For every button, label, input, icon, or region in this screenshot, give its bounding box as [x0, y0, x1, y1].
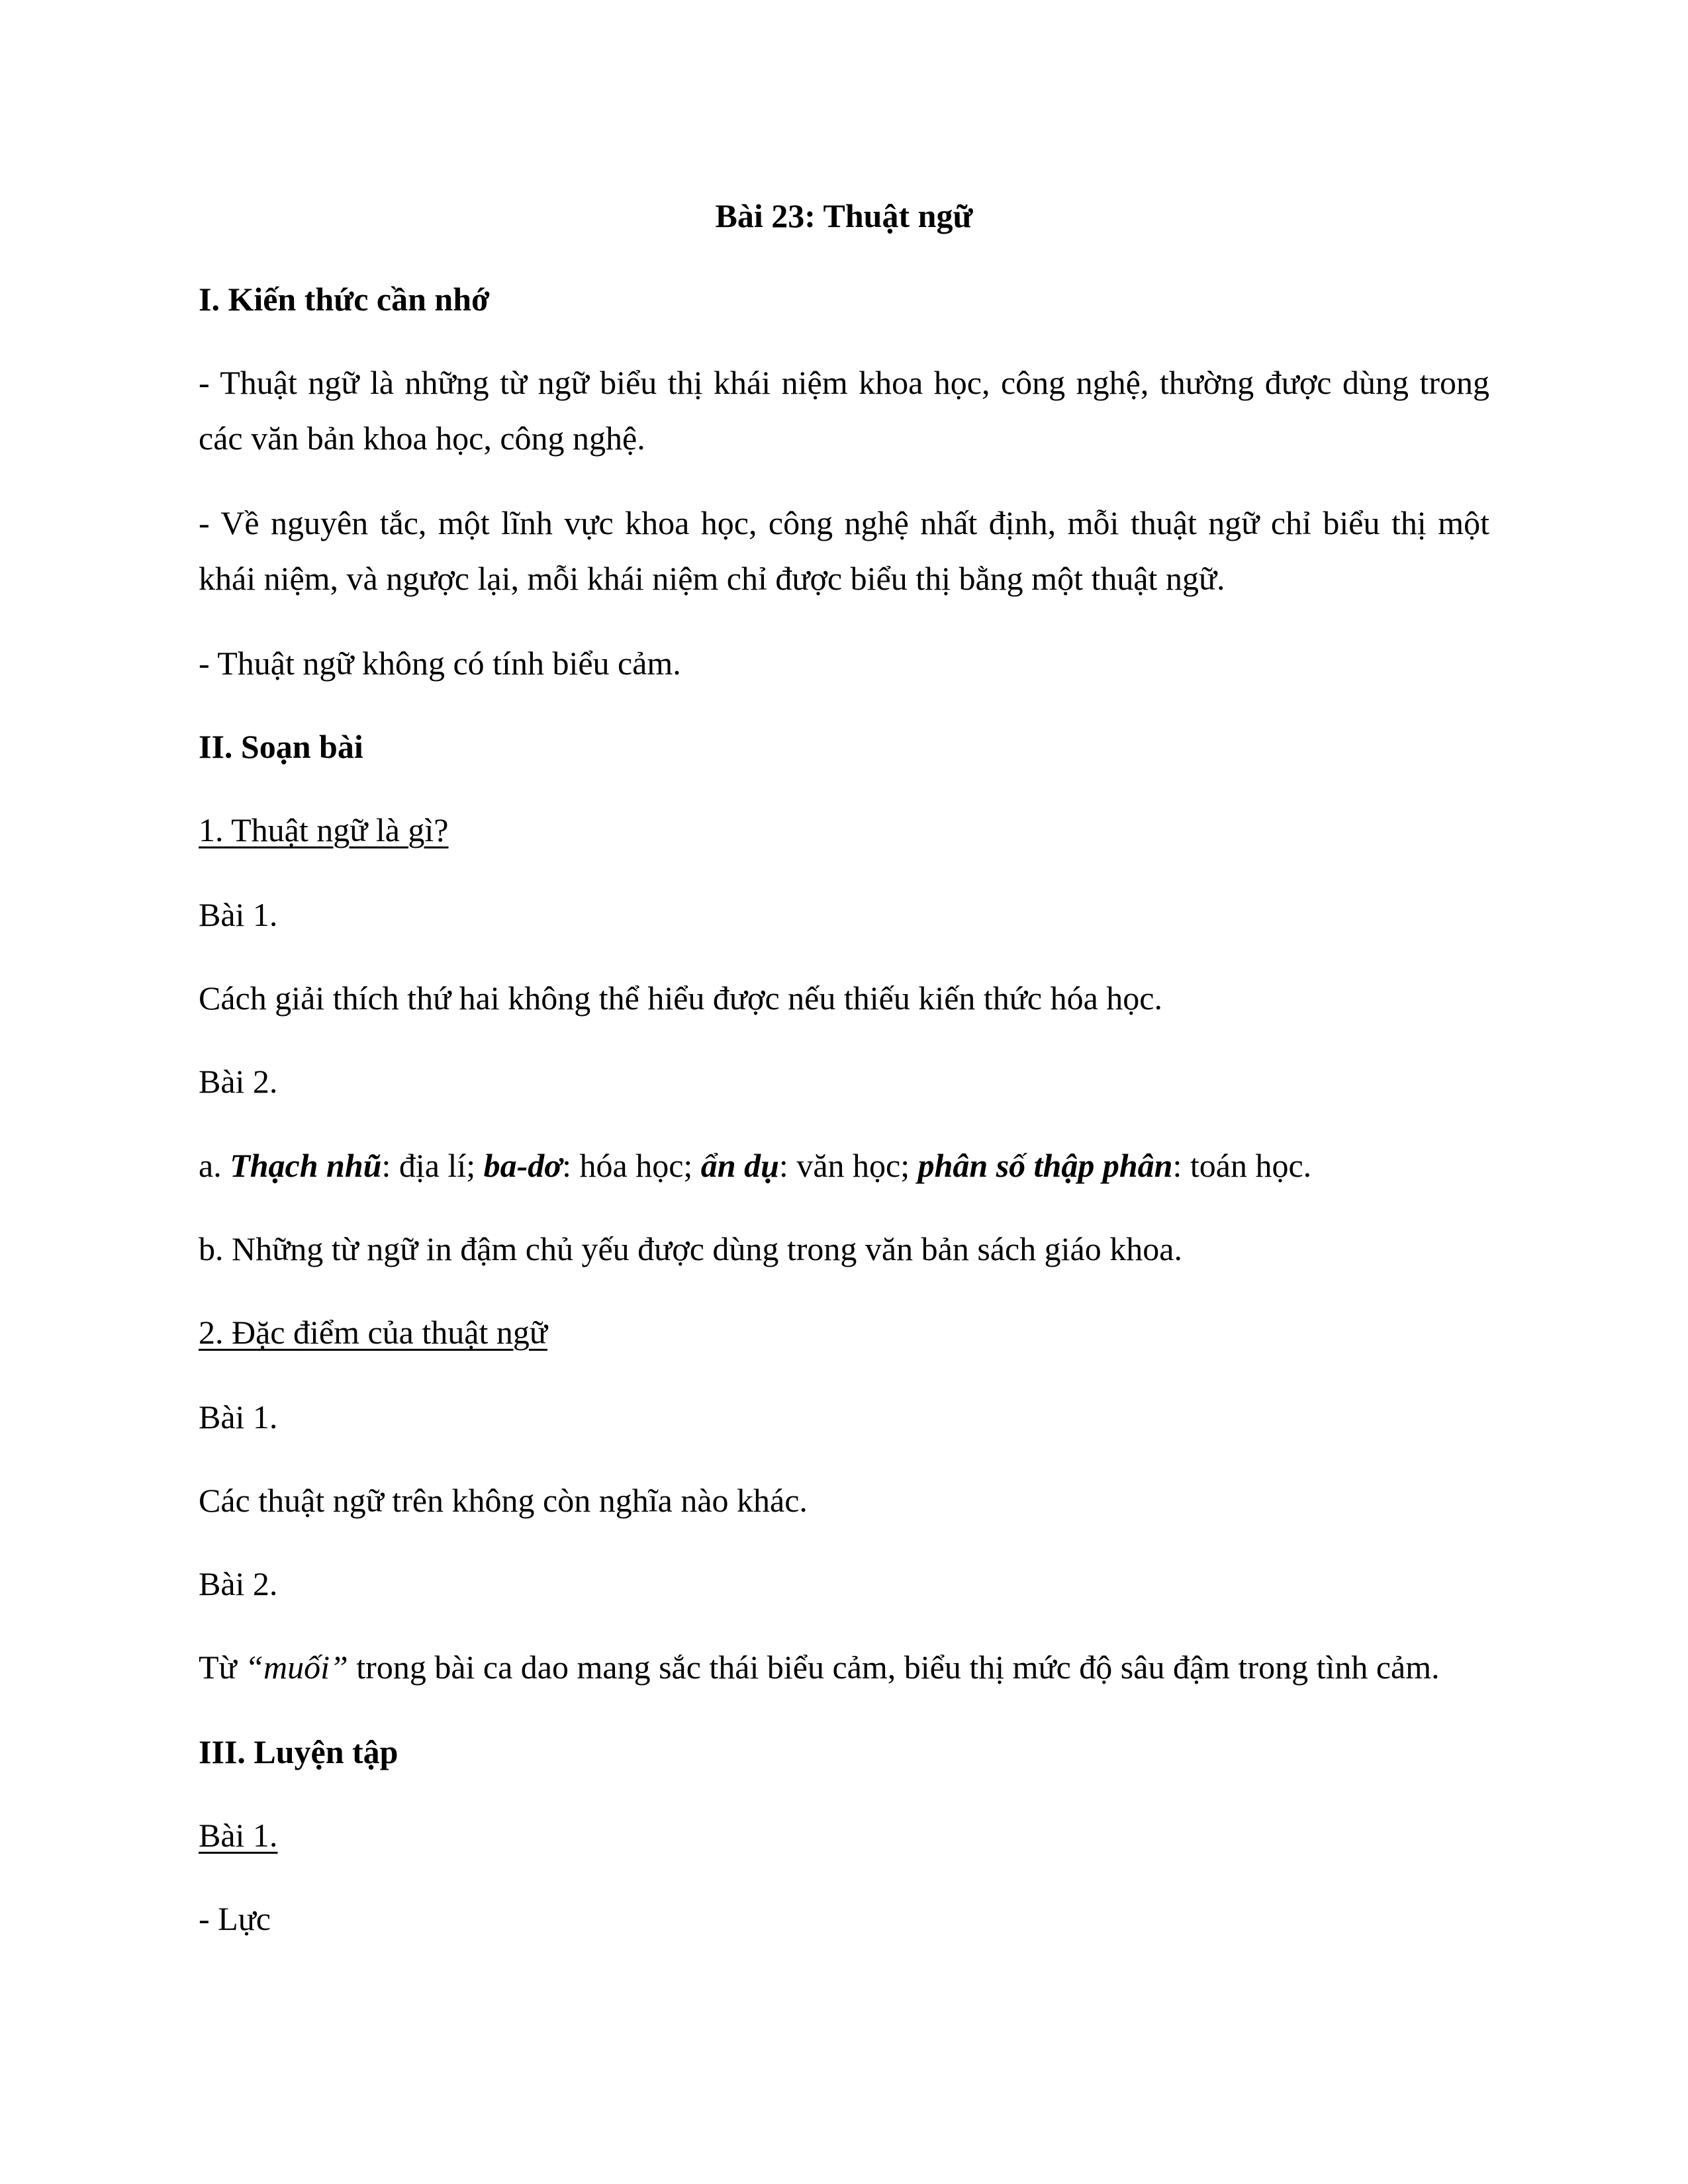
exercise-answer: Cách giải thích thứ hai không thể hiểu được nếu thiếu kiến thức hóa học.	[199, 979, 1162, 1017]
definition-line-2: các văn bản khoa học, công nghệ.	[199, 420, 645, 457]
term-domain: : toán học.	[1172, 1147, 1312, 1184]
exercise-answer-muoi	[199, 1649, 1440, 1687]
term-ba-do: ba-dơ	[483, 1147, 563, 1184]
exercise-answer-a	[199, 1147, 1311, 1185]
practice-exercise-label: Bài 1.	[199, 1817, 278, 1854]
non-expressive-note: - Thuật ngữ không có tính biểu cảm.	[199, 645, 681, 682]
exercise-label: Bài 1.	[199, 1398, 278, 1435]
section-heading-knowledge: I. Kiến thức cần nhớ	[199, 281, 490, 318]
exercise-label: Bài 1.	[199, 896, 278, 933]
term-phan-so-thap-phan: phân số thập phân	[917, 1147, 1173, 1184]
term-muoi: “muối”	[245, 1649, 348, 1686]
principle-line-1: - Về nguyên tắc, một lĩnh vực khoa học, công nghệ nhất định, mỗi thuật ngữ chỉ biểu thị một	[199, 504, 1489, 541]
section-heading-practice: III. Luyện tập	[199, 1733, 399, 1770]
practice-item: - Lực	[199, 1900, 271, 1937]
answer-prefix: Từ	[199, 1649, 246, 1686]
page-title: Bài 23: Thuật ngữ	[715, 197, 973, 234]
exercise-answer: Các thuật ngữ trên không còn nghĩa nào khác.	[199, 1482, 808, 1519]
definition-line-1: - Thuật ngữ là những từ ngữ biểu thị khái niệm khoa học, công nghệ, thường được dùng trong	[199, 364, 1489, 401]
term-thach-nhu: Thạch nhũ	[230, 1147, 382, 1184]
exercise-answer-b: b. Những từ ngữ in đậm chủ yếu được dùng trong văn bản sách giáo khoa.	[199, 1230, 1182, 1267]
term-an-du: ẩn dụ	[700, 1147, 779, 1184]
exercise-label: Bài 2.	[199, 1063, 278, 1100]
term-domain: : văn học;	[778, 1147, 918, 1184]
principle-line-2: khái niệm, và ngược lại, mỗi khái niệm chỉ được biểu thị bằng một thuật ngữ.	[199, 560, 1225, 597]
answer-rest: trong bài ca dao mang sắc thái biểu cảm, biểu thị mức độ sâu đậm trong tình cảm.	[348, 1649, 1440, 1686]
exercise-label: Bài 2.	[199, 1565, 278, 1602]
subsection-title-what-is: 1. Thuật ngữ là gì?	[199, 811, 449, 848]
section-heading-lesson: II. Soạn bài	[199, 728, 363, 765]
subsection-title-characteristics: 2. Đặc điểm của thuật ngữ	[199, 1314, 547, 1351]
answer-prefix: a.	[199, 1147, 230, 1184]
term-domain: : hóa học;	[562, 1147, 701, 1184]
term-domain: : địa lí;	[381, 1147, 484, 1184]
